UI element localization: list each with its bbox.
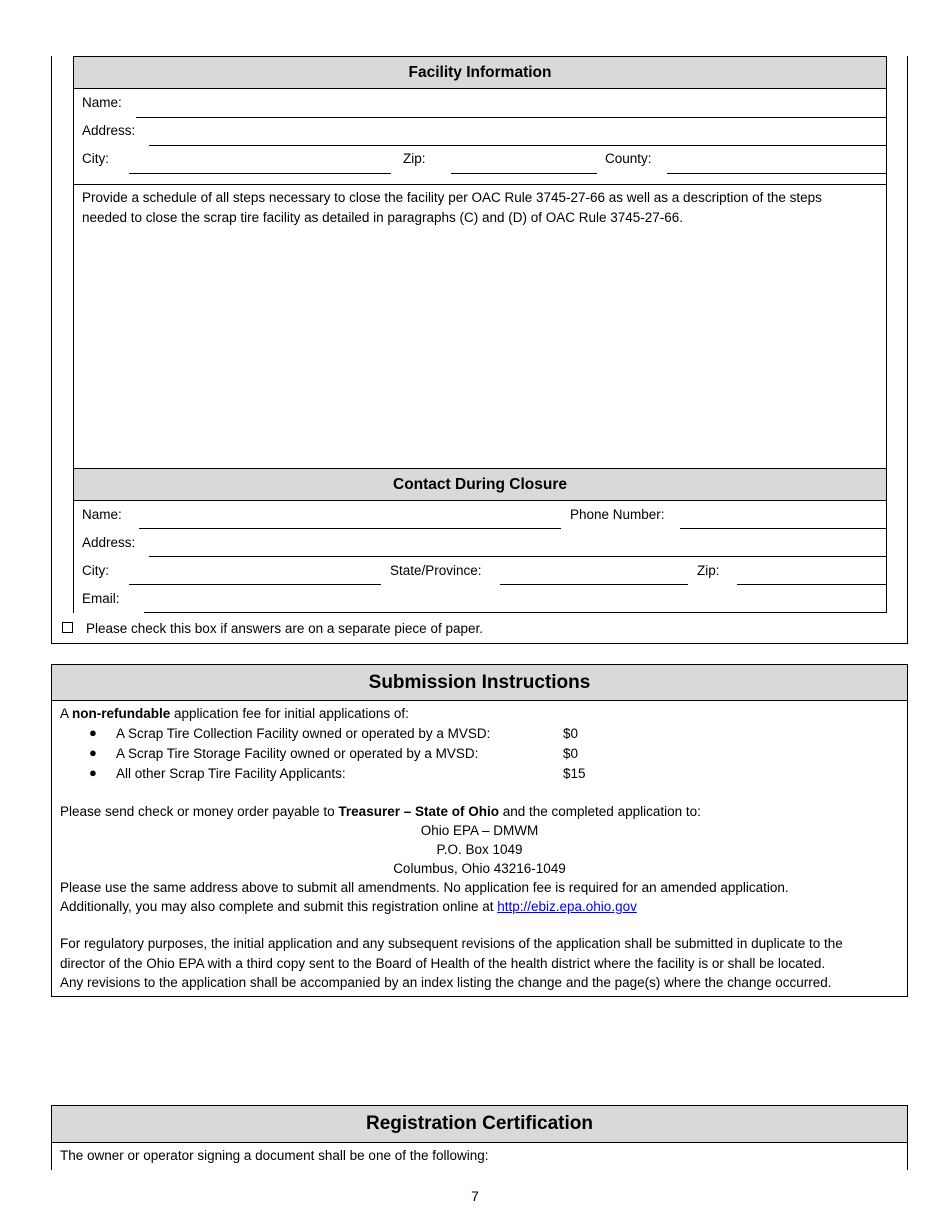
certification-border-left xyxy=(51,1142,52,1170)
outer-border-bottom xyxy=(51,643,908,644)
facility-name-label: Name: xyxy=(82,95,122,110)
send-payment-instruction xyxy=(60,803,701,821)
bullet-icon: ● xyxy=(89,765,97,780)
contact-zip-field[interactable] xyxy=(737,584,886,585)
facility-information-header xyxy=(73,56,887,89)
facility-address-field[interactable] xyxy=(149,145,886,146)
schedule-top-border xyxy=(73,184,887,185)
mailing-address-line3: Columbus, Ohio 43216-1049 xyxy=(393,861,566,876)
fee-intro-prefix: A xyxy=(60,706,73,721)
submission-border-bottom xyxy=(51,996,908,997)
facility-information-title: Facility Information xyxy=(408,64,552,81)
contact-phone-field[interactable] xyxy=(680,528,886,529)
fee-item-amount: $0 xyxy=(563,726,579,741)
certification-intro: The owner or operator signing a document shall be one of the following: xyxy=(60,1148,489,1163)
facility-name-field[interactable] xyxy=(136,117,886,118)
outer-border-right xyxy=(907,56,908,644)
mailing-address-line1: Ohio EPA – DMWM xyxy=(420,823,539,838)
bullet-icon: ● xyxy=(89,745,97,760)
schedule-instructions-line1: Provide a schedule of all steps necessary to close the facility per OAC Rule 3745-27-66 as well as a description of the steps xyxy=(82,190,822,205)
online-submission xyxy=(60,898,637,916)
facility-county-field[interactable] xyxy=(667,173,886,174)
submission-instructions-title: Submission Instructions xyxy=(368,672,591,693)
contact-during-closure-header xyxy=(73,468,887,501)
fee-item-label: A Scrap Tire Collection Facility owned or operated by a MVSD: xyxy=(116,726,491,741)
contact-phone-label: Phone Number: xyxy=(570,507,665,522)
inner-border-right xyxy=(886,56,887,613)
certification-border-right xyxy=(907,1142,908,1170)
contact-address-label: Address: xyxy=(82,535,136,550)
fee-item-amount: $15 xyxy=(563,766,586,781)
regulatory-line2: director of the Ohio EPA with a third copy sent to the Board of Health of the health district where the facility is or shall be located. xyxy=(60,956,826,971)
send-prefix: Please send check or money order payable to xyxy=(60,804,339,819)
facility-county-label: County: xyxy=(605,151,652,166)
contact-state-label: State/Province: xyxy=(390,563,482,578)
contact-zip-label: Zip: xyxy=(697,563,720,578)
facility-zip-label: Zip: xyxy=(403,151,426,166)
send-suffix: and the completed application to: xyxy=(498,804,701,819)
fee-item-label: A Scrap Tire Storage Facility owned or operated by a MVSD: xyxy=(116,746,479,761)
contact-during-closure-title: Contact During Closure xyxy=(393,476,567,493)
online-prefix: Additionally, you may also complete and submit this registration online at xyxy=(60,899,498,914)
fee-intro xyxy=(60,705,409,723)
contact-name-label: Name: xyxy=(82,507,122,522)
fee-item-label: All other Scrap Tire Facility Applicants: xyxy=(116,766,346,781)
send-payee: Treasurer – State of Ohio xyxy=(338,804,499,819)
fee-intro-bold: non-refundable xyxy=(72,706,171,721)
ebiz-link[interactable]: http://ebiz.epa.ohio.gov xyxy=(497,899,637,914)
schedule-instructions-line2: needed to close the scrap tire facility as detailed in paragraphs (C) and (D) of OAC Rule 3745-27-66. xyxy=(82,210,684,225)
separate-paper-checkbox[interactable] xyxy=(62,622,73,633)
facility-address-label: Address: xyxy=(82,123,136,138)
amendment-instruction: Please use the same address above to submit all amendments. No application fee is required for an amended application. xyxy=(60,880,789,895)
facility-zip-field[interactable] xyxy=(451,173,597,174)
fee-intro-suffix: application fee for initial applications of: xyxy=(170,706,409,721)
facility-city-field[interactable] xyxy=(129,173,391,174)
contact-address-field[interactable] xyxy=(149,556,886,557)
contact-email-field[interactable] xyxy=(144,612,886,613)
outer-border-left xyxy=(51,56,52,644)
regulatory-line1: For regulatory purposes, the initial application and any subsequent revisions of the application shall be submitted in duplicate to the xyxy=(60,936,843,951)
registration-certification-header xyxy=(51,1105,908,1143)
contact-email-label: Email: xyxy=(82,591,120,606)
fee-item-amount: $0 xyxy=(563,746,579,761)
mailing-address-line2: P.O. Box 1049 xyxy=(436,842,523,857)
schedule-response-area[interactable] xyxy=(74,230,886,468)
regulatory-line3: Any revisions to the application shall be accompanied by an index listing the change and the page(s) where the change occurred. xyxy=(60,975,832,990)
contact-state-field[interactable] xyxy=(500,584,688,585)
contact-city-field[interactable] xyxy=(129,584,381,585)
page-number: 7 xyxy=(471,1188,479,1204)
contact-city-label: City: xyxy=(82,563,109,578)
submission-instructions-header xyxy=(51,664,908,701)
facility-city-label: City: xyxy=(82,151,109,166)
contact-name-field[interactable] xyxy=(139,528,561,529)
bullet-icon: ● xyxy=(89,725,97,740)
separate-paper-label: Please check this box if answers are on a separate piece of paper. xyxy=(86,621,483,636)
registration-certification-title: Registration Certification xyxy=(366,1113,593,1134)
